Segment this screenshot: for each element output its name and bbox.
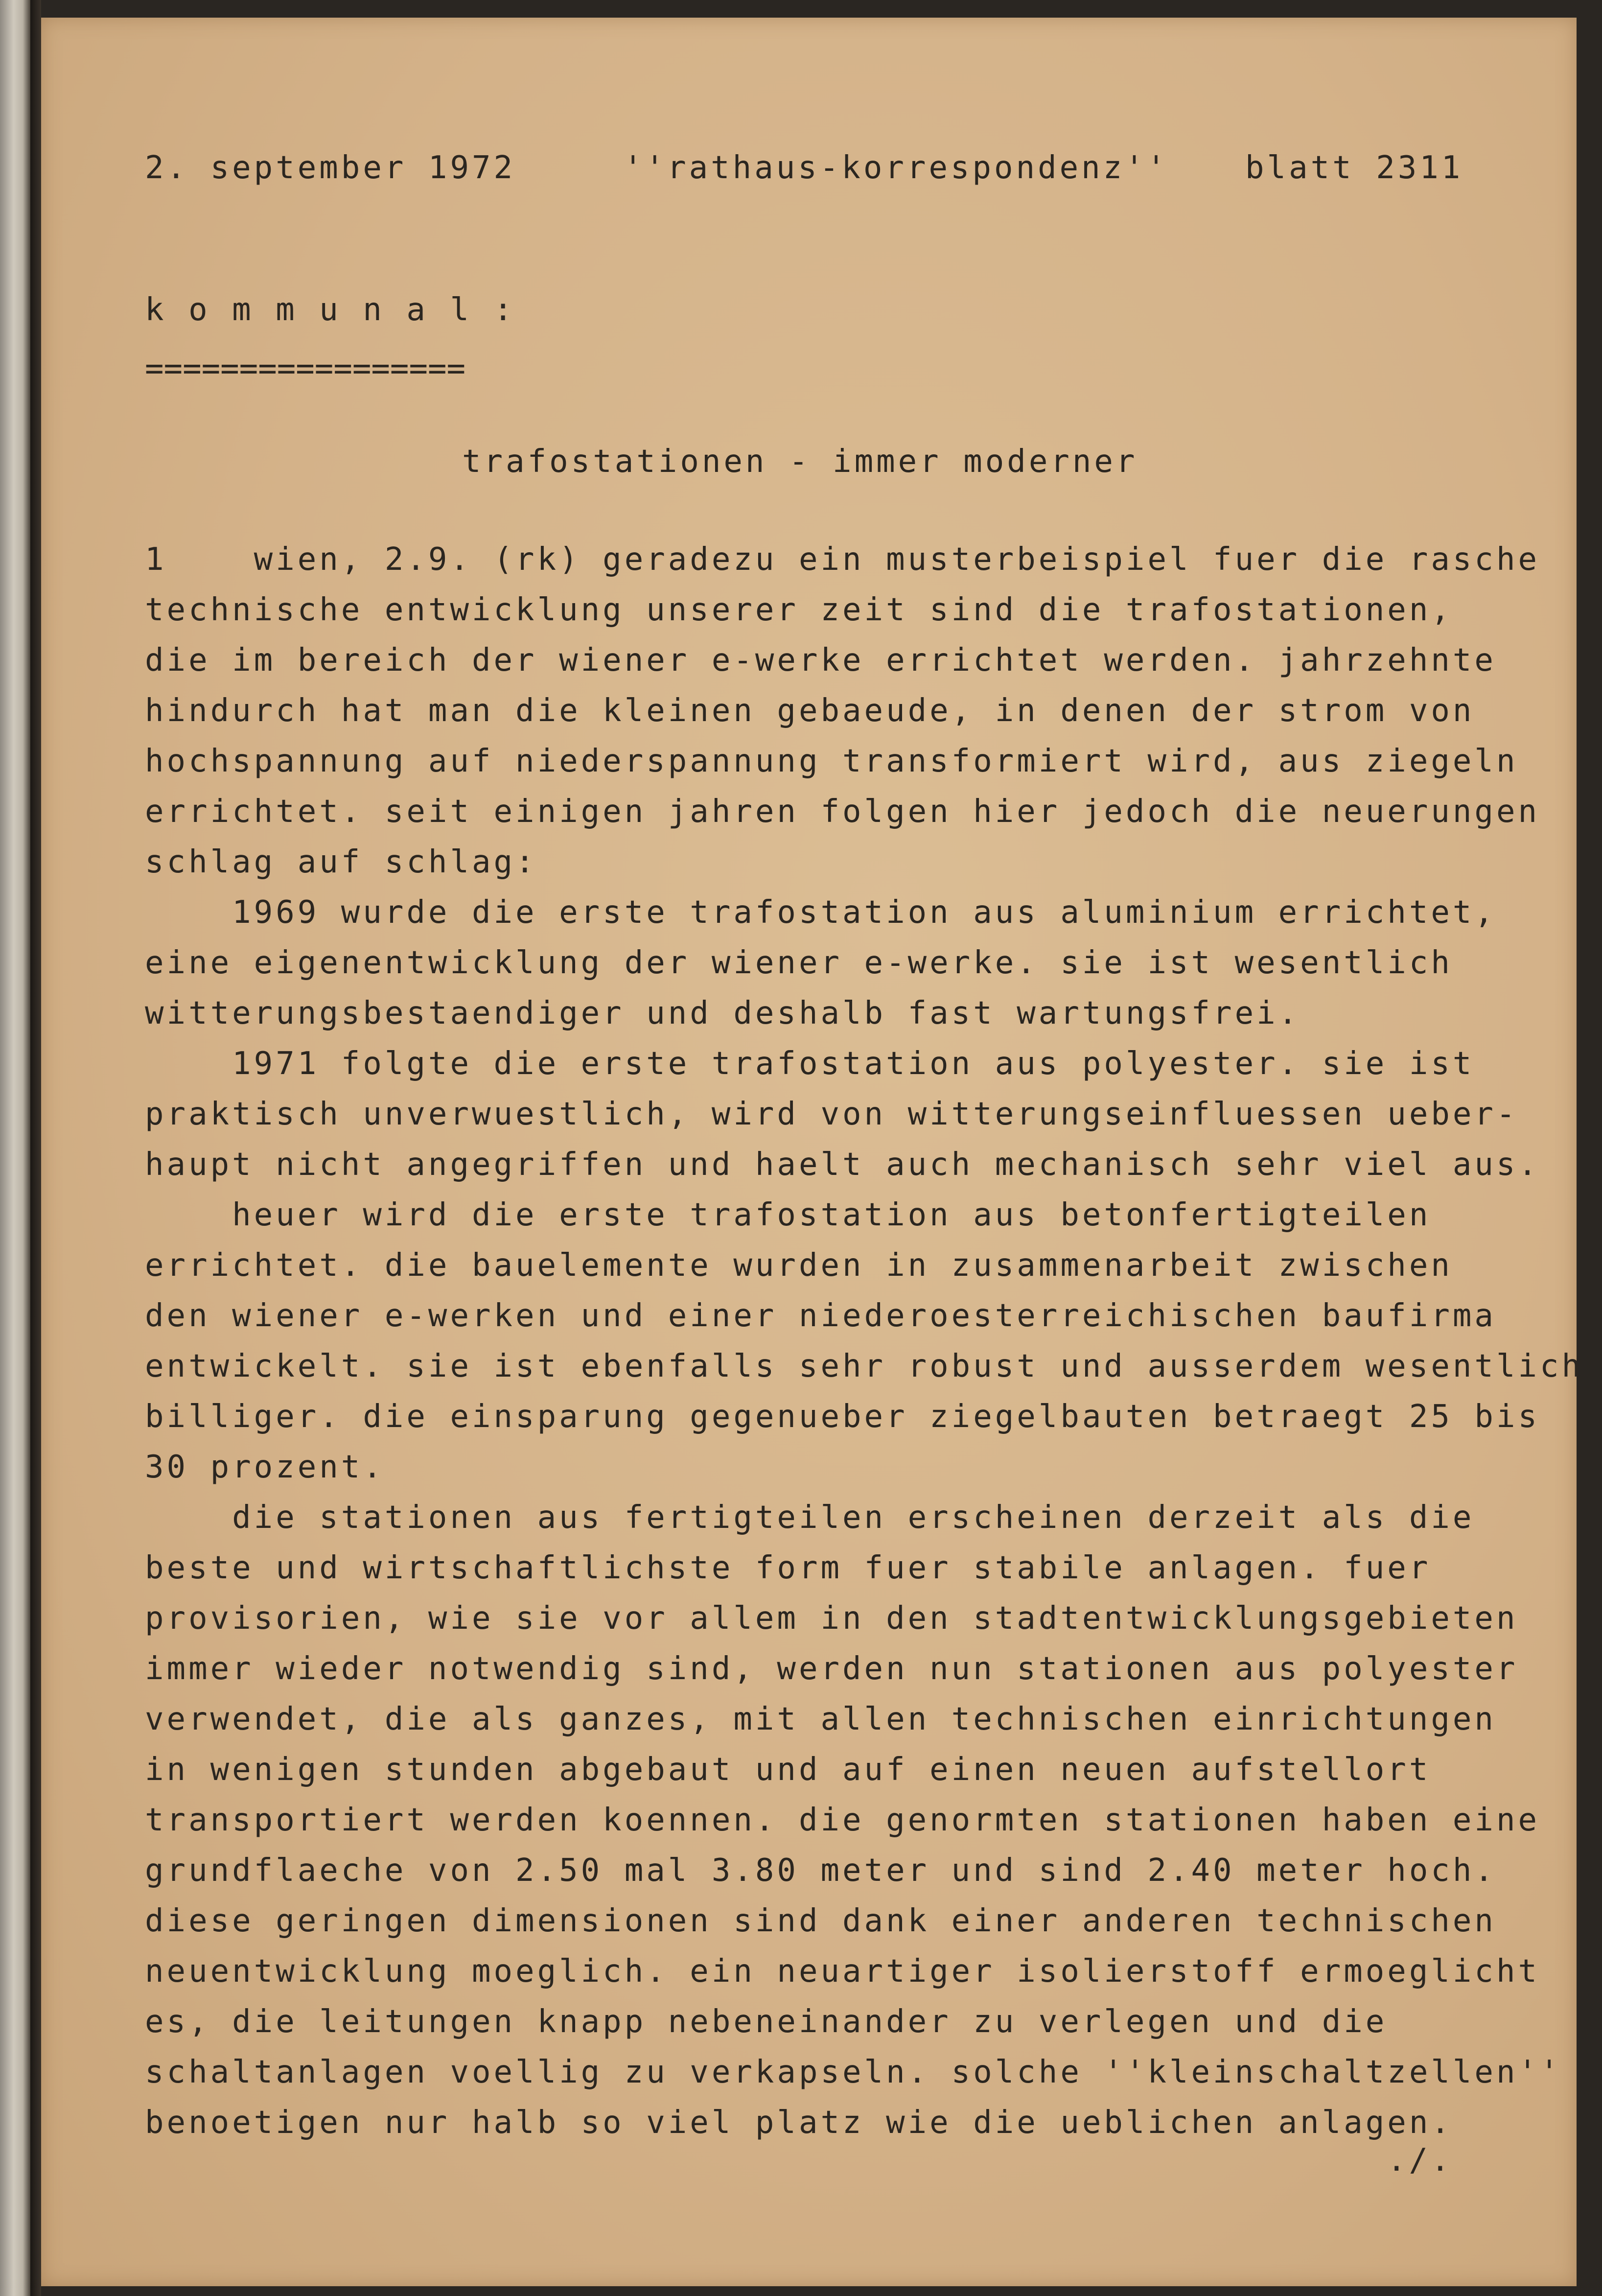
header-publication: ''rathaus-korrespondenz'' — [624, 150, 1169, 186]
body-line: provisorien, wie sie vor allem in den stadtentwicklungsgebieten — [145, 1600, 1518, 1637]
body-line: verwendet, die als ganzes, mit allen technischen einrichtungen — [145, 1701, 1496, 1737]
body-line: witterungsbestaendiger und deshalb fast wartungsfrei. — [145, 995, 1300, 1031]
body-line: hochspannung auf niederspannung transformiert wird, aus ziegeln — [145, 743, 1518, 779]
document-page — [41, 18, 1584, 2286]
book-spine — [30, 0, 41, 2296]
body-line: immer wieder notwendig sind, werden nun stationen aus polyester — [145, 1651, 1518, 1687]
body-line: eine eigenentwicklung der wiener e-werke. sie ist wesentlich — [145, 945, 1453, 981]
typewritten-text — [41, 18, 1584, 2286]
body-line: transportiert werden koennen. die genormten stationen haben eine — [145, 1802, 1540, 1838]
body-line: beste und wirtschaftlichste form fuer stabile anlagen. fuer — [145, 1550, 1431, 1586]
body-line: 1 wien, 2.9. (rk) geradezu ein musterbeispiel fuer die rasche — [145, 541, 1540, 578]
article-title: trafostationen - immer moderner — [462, 444, 1138, 480]
body-line: die stationen aus fertigteilen erscheinen derzeit als die — [145, 1499, 1475, 1536]
body-line: grundflaeche von 2.50 mal 3.80 meter und sind 2.40 meter hoch. — [145, 1852, 1496, 1889]
body-line: hindurch hat man die kleinen gebaeude, in denen der strom von — [145, 693, 1475, 729]
body-line: errichtet. seit einigen jahren folgen hier jedoch die neuerungen — [145, 794, 1540, 830]
body-line: heuer wird die erste trafostation aus betonfertigteilen — [145, 1197, 1431, 1233]
facing-page-edge — [0, 0, 30, 2296]
body-line: neuentwicklung moeglich. ein neuartiger isolierstoff ermoeglicht — [145, 1953, 1540, 1990]
section-underline: ================= — [145, 351, 466, 387]
body-line: diese geringen dimensionen sind dank einer anderen technischen — [145, 1903, 1496, 1939]
body-line: schlag auf schlag: — [145, 844, 537, 880]
body-line: praktisch unverwuestlich, wird von witterungseinfluessen ueber- — [145, 1096, 1518, 1132]
body-line: benoetigen nur halb so viel platz wie die ueblichen anlagen. — [145, 2105, 1453, 2141]
continuation-mark: ./. — [1387, 2142, 1453, 2179]
body-line: entwickelt. sie ist ebenfalls sehr robust und ausserdem wesentlich — [145, 1348, 1584, 1384]
body-line: es, die leitungen knapp nebeneinander zu verlegen und die — [145, 2004, 1388, 2040]
body-line: in wenigen stunden abgebaut und auf einen neuen aufstellort — [145, 1752, 1431, 1788]
body-line: billiger. die einsparung gegenueber ziegelbauten betraegt 25 bis — [145, 1399, 1540, 1435]
body-line: schaltanlagen voellig zu verkapseln. solche ''kleinschaltzellen'' — [145, 2054, 1562, 2090]
body-line: 1971 folgte die erste trafostation aus polyester. sie ist — [145, 1046, 1475, 1082]
body-line: den wiener e-werken und einer niederoesterreichischen baufirma — [145, 1298, 1496, 1334]
body-line: errichtet. die bauelemente wurden in zusammenarbeit zwischen — [145, 1247, 1453, 1284]
header-date: 2. september 1972 — [145, 150, 516, 186]
body-line: technische entwicklung unserer zeit sind die trafostationen, — [145, 592, 1453, 628]
body-line: 1969 wurde die erste trafostation aus aluminium errichtet, — [145, 894, 1496, 931]
body-line: haupt nicht angegriffen und haelt auch mechanisch sehr viel aus. — [145, 1147, 1540, 1183]
body-line: 30 prozent. — [145, 1449, 385, 1485]
header-sheet-number: blatt 2311 — [1245, 150, 1463, 186]
section-label: k o m m u n a l : — [145, 292, 516, 328]
body-line: die im bereich der wiener e-werke errichtet werden. jahrzehnte — [145, 642, 1496, 679]
